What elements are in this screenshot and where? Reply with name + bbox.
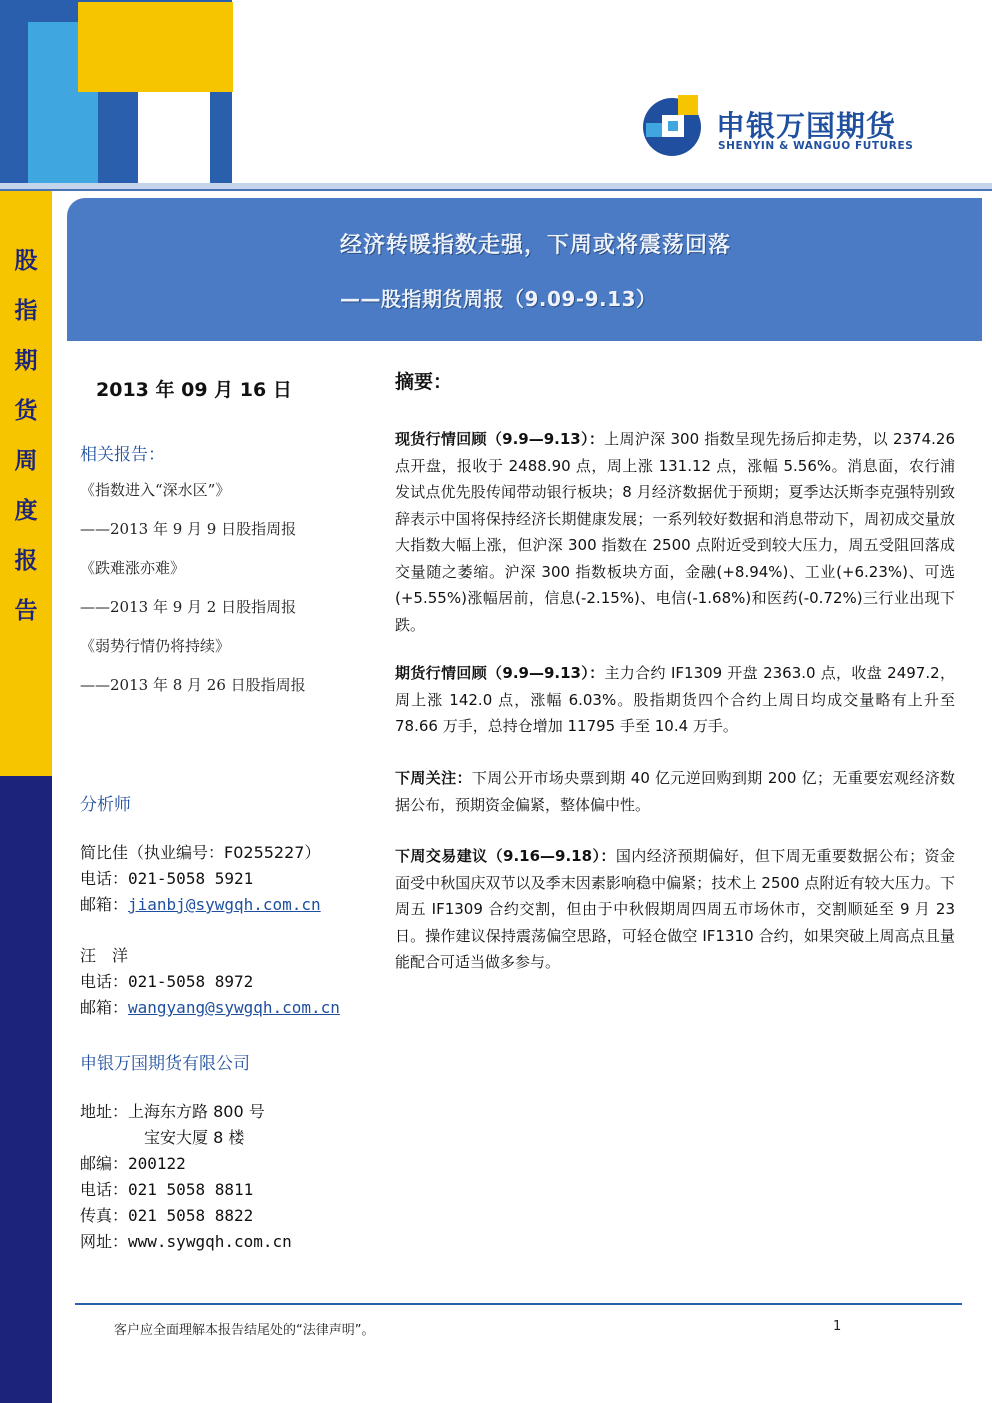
address-line-2: 宝安大厦 8 楼: [144, 1128, 245, 1147]
summary-next-week-focus: [395, 765, 955, 818]
sidebar-char: 报: [14, 547, 38, 574]
sidebar-char: 指: [14, 297, 38, 324]
phone-label: 电话：: [80, 869, 129, 888]
company-zip: [80, 1151, 292, 1177]
report-title: 经济转暖指数走强，下周或将震荡回落: [340, 233, 732, 258]
related-reports-heading: 相关报告：: [80, 445, 165, 465]
trading-advice-text: 国内经济预期偏好，但下周无重要数据公布；资金面受中秋国庆双节以及季末因素影响稳中偏紧；技术上 2500 点附近有较大压力。下周五 IF1309 合约交割，但由于中秋假期周四周五市场休市，交割顺延至 9 月 23 日。操作建议保持震荡偏空思路，可轻仓做空 IF1310 合约，如果突破上周高点且量能配合可适当做多参与。: [395, 847, 955, 971]
website-link[interactable]: www.sywgqh.com.cn: [128, 1232, 292, 1251]
sidebar-navy: [0, 776, 52, 1403]
summary-trading-advice: [395, 843, 955, 976]
fax-label: 传真：: [80, 1206, 129, 1225]
related-report-item: ——2013 年 9 月 9 日股指周报: [80, 520, 297, 538]
analyst-1-email: [80, 892, 321, 918]
company-fax: [80, 1203, 292, 1229]
sidebar-char: 货: [14, 397, 38, 424]
sidebar-vertical-label: [0, 236, 52, 636]
related-report-item[interactable]: 《指数进入“深水区”》: [80, 481, 231, 499]
sidebar-char: 期: [14, 347, 38, 374]
summary-futures-review: [395, 660, 955, 740]
analyst-heading: 分析师: [80, 795, 131, 815]
spot-review-label: 现货行情回顾（9.9—9.13）：: [395, 430, 605, 448]
logo-name-cn: 申银万国期货: [716, 109, 897, 143]
related-report-item: ——2013 年 8 月 26 日股指周报: [80, 676, 306, 694]
summary-heading: 摘要：: [395, 371, 453, 393]
analyst-2-email-link[interactable]: wangyang@sywgqh.com.cn: [128, 998, 340, 1017]
header-decoration-inner: [98, 92, 138, 185]
related-report-item[interactable]: 《跌难涨亦难》: [80, 559, 186, 577]
analyst-1-name: 简比佳（执业编号：F0255227）: [80, 843, 321, 862]
fax-value: 021 5058 8822: [128, 1206, 254, 1225]
company-logo-icon: [640, 93, 704, 157]
zip-value: 200122: [128, 1154, 186, 1173]
analyst-2: [80, 943, 340, 1021]
web-label: 网址：: [80, 1232, 129, 1251]
company-contact: [80, 1099, 292, 1255]
analyst-2-phone: [80, 969, 340, 995]
phone-label: 电话：: [80, 972, 129, 991]
related-report-item: ——2013 年 9 月 2 日股指周报: [80, 598, 297, 616]
company-website: [80, 1229, 292, 1255]
address-label: 地址：: [80, 1102, 129, 1121]
analyst-1-phone: [80, 866, 321, 892]
spot-review-text: 上周沪深 300 指数呈现先扬后抑走势，以 2374.26 点开盘，报收于 2488.90 点，周上涨 131.12 点，涨幅 5.56%。消息面，农行浦发试点优先股传闻带动银行板块；8 月经济数据优于预期；夏季达沃斯李克强特别致辞表示中国将保持经济长期健康发展；一系列较好数据和消息带动下，周初成交量放大指数大幅上涨，但沪深 300 指数在 2500 点附近受到较大压力，周五受阻回落成交量随之萎缩。沪深 300 指数板块方面，金融(+8.94%)、工业(+6.23%)、可选(+5.55%)涨幅居前，信息(-2.15%)、电信(-1.68%)和医药(-0.72%)三行业出现下跌。: [395, 430, 955, 634]
company-name: 申银万国期货有限公司: [80, 1054, 250, 1074]
company-address: [80, 1099, 292, 1125]
zip-label: 邮编：: [80, 1154, 129, 1173]
header-rule-dark: [0, 189, 992, 191]
title-banner: [67, 198, 982, 341]
sidebar-char: 度: [14, 497, 38, 524]
tel-value: 021 5058 8811: [128, 1180, 254, 1199]
next-week-focus-text: 下周公开市场央票到期 40 亿元逆回购到期 200 亿；无重要宏观经济数据公布，预期资金偏紧，整体偏中性。: [395, 769, 955, 814]
analyst-2-name: 汪 洋: [80, 946, 129, 965]
phone-value: 021-5058 5921: [128, 869, 254, 888]
trading-advice-label: 下周交易建议（9.16—9.18）：: [395, 847, 616, 865]
related-report-item[interactable]: 《弱势行情仍将持续》: [80, 637, 231, 655]
address-line-1: 上海东方路 800 号: [128, 1102, 265, 1121]
tel-label: 电话：: [80, 1180, 129, 1199]
analyst-1-email-link[interactable]: jianbj@sywgqh.com.cn: [128, 895, 321, 914]
footer-disclaimer-note: 客户应全面理解本报告结尾处的“法律声明”。: [114, 1323, 375, 1338]
report-date: 2013 年 09 月 16 日: [96, 379, 292, 401]
page-number: 1: [833, 1319, 842, 1334]
company-tel: [80, 1177, 292, 1203]
email-label: 邮箱：: [80, 895, 129, 914]
sidebar-char: 告: [14, 597, 38, 624]
email-label: 邮箱：: [80, 998, 129, 1017]
analyst-1: [80, 840, 321, 918]
footer-rule: [75, 1303, 962, 1305]
summary-spot-review: [395, 426, 955, 638]
next-week-focus-label: 下周关注：: [395, 769, 472, 787]
futures-review-text: 主力合约 IF1309 开盘 2363.0 点，收盘 2497.2，周上涨 142.0 点，涨幅 6.03%。股指期货四个合约上周日均成交量略有上升至 78.66 万手，总持仓增加 11795 手至 10.4 万手。: [395, 664, 955, 735]
logo-name-en: SHENYIN & WANGUO FUTURES: [718, 140, 914, 152]
sidebar-char: 周: [14, 447, 38, 474]
futures-review-label: 期货行情回顾（9.9—9.13）：: [395, 664, 605, 682]
sidebar-char: 股: [14, 247, 38, 274]
analyst-2-email: [80, 995, 340, 1021]
phone-value: 021-5058 8972: [128, 972, 254, 991]
header-decoration-yellow: [78, 2, 233, 92]
report-subtitle: ——股指期货周报（9.09-9.13）: [340, 287, 657, 311]
